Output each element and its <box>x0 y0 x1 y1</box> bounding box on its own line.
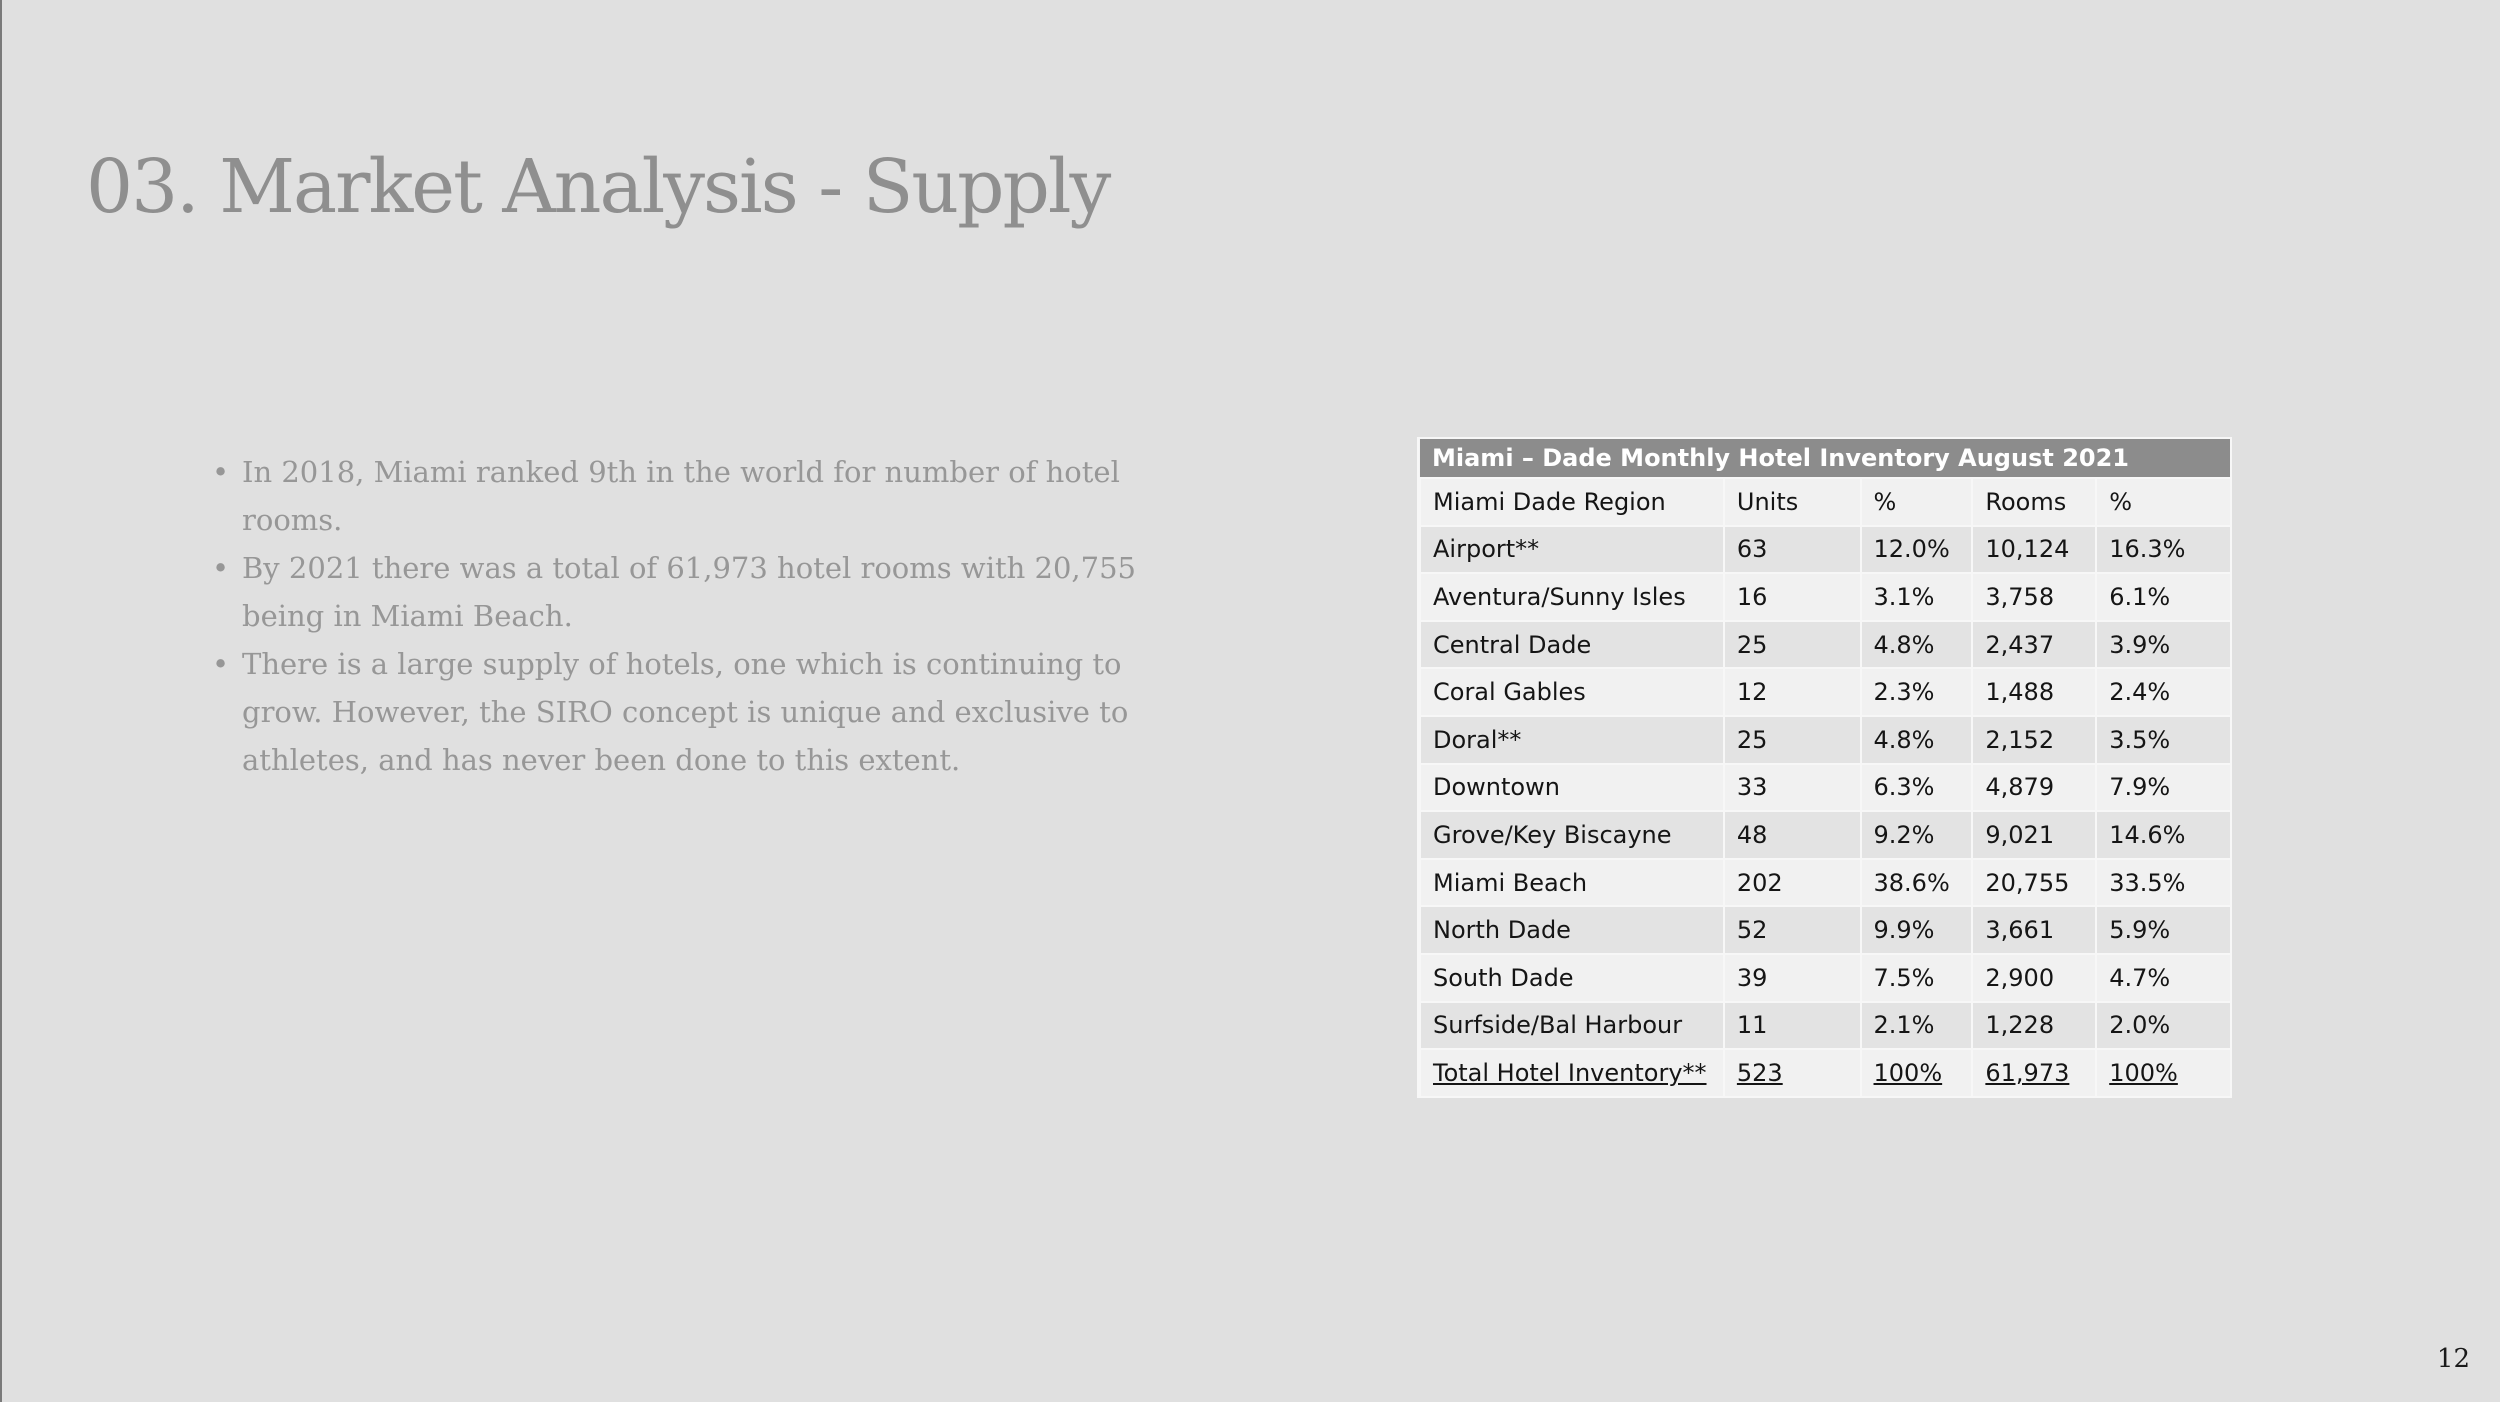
table-total-cell <box>1420 1049 1724 1096</box>
table-cell: 16 <box>1724 573 1861 621</box>
table-cell: Grove/Key Biscayne <box>1420 811 1724 859</box>
table-cell: 7.9% <box>2096 764 2230 812</box>
table-caption: Miami – Dade Monthly Hotel Inventory August 2021 <box>1420 439 2230 478</box>
table-cell: 3.9% <box>2096 621 2230 669</box>
table-cell: 48 <box>1724 811 1861 859</box>
table-cell: 2.4% <box>2096 668 2230 716</box>
table-cell: 14.6% <box>2096 811 2230 859</box>
table-cell: 25 <box>1724 716 1861 764</box>
table-header-cell: Rooms <box>1972 478 2096 526</box>
table-cell: Central Dade <box>1420 621 1724 669</box>
table-cell: 2,152 <box>1972 716 2096 764</box>
hotel-inventory-table <box>1419 439 2230 1096</box>
table-total-value: 100% <box>1873 1058 1943 1087</box>
table-row <box>1420 573 2230 621</box>
table-cell: 1,228 <box>1972 1002 2096 1050</box>
table-cell: 2.1% <box>1861 1002 1973 1050</box>
table-row <box>1420 859 2230 907</box>
table-cell: 9.2% <box>1861 811 1973 859</box>
table-cell: 9,021 <box>1972 811 2096 859</box>
table-cell: 11 <box>1724 1002 1861 1050</box>
table-cell: 1,488 <box>1972 668 2096 716</box>
table-header-cell: Units <box>1724 478 1861 526</box>
table-total-value: 100% <box>2109 1058 2178 1087</box>
table-row <box>1420 811 2230 859</box>
table-cell: 4,879 <box>1972 764 2096 812</box>
table-total-cell <box>1724 1049 1861 1096</box>
table-cell: 3.5% <box>2096 716 2230 764</box>
table-header-cell: % <box>2096 478 2230 526</box>
table-cell: 4.8% <box>1861 621 1973 669</box>
table-cell: 63 <box>1724 526 1861 574</box>
table-cell: 9.9% <box>1861 906 1973 954</box>
table-cell: 25 <box>1724 621 1861 669</box>
table-cell: 12 <box>1724 668 1861 716</box>
table-total-cell <box>1972 1049 2096 1096</box>
table-row <box>1420 668 2230 716</box>
table-total-cell <box>2096 1049 2230 1096</box>
table-total-value: Total Hotel Inventory** <box>1433 1058 1707 1087</box>
table-body <box>1420 526 2230 1096</box>
bullet-item: • In 2018, Miami ranked 9th in the world for number of hotel rooms. <box>210 448 1190 544</box>
table-total-value: 61,973 <box>1985 1058 2070 1087</box>
table-cell: 6.3% <box>1861 764 1973 812</box>
slide-left-border <box>0 0 2 1402</box>
table-header-cell: % <box>1861 478 1973 526</box>
table-cell: North Dade <box>1420 906 1724 954</box>
table-cell: Doral** <box>1420 716 1724 764</box>
table-cell: 39 <box>1724 954 1861 1002</box>
page-number: 12 <box>2436 1344 2470 1374</box>
table-cell: 2.0% <box>2096 1002 2230 1050</box>
table-cell: Airport** <box>1420 526 1724 574</box>
table-cell: South Dade <box>1420 954 1724 1002</box>
table-cell: 52 <box>1724 906 1861 954</box>
table-cell: 16.3% <box>2096 526 2230 574</box>
table-cell: 7.5% <box>1861 954 1973 1002</box>
table-cell: Aventura/Sunny Isles <box>1420 573 1724 621</box>
table-cell: 4.8% <box>1861 716 1973 764</box>
table-cell: 2.3% <box>1861 668 1973 716</box>
table-cell: Surfside/Bal Harbour <box>1420 1002 1724 1050</box>
table-total-row <box>1420 1049 2230 1096</box>
table-cell: 5.9% <box>2096 906 2230 954</box>
table-cell: 3.1% <box>1861 573 1973 621</box>
table-cell: 4.7% <box>2096 954 2230 1002</box>
table-header-row <box>1420 478 2230 526</box>
table-row <box>1420 906 2230 954</box>
bullet-item: • There is a large supply of hotels, one which is continuing to grow. However, the SIRO concept is unique and exclusive to athletes, and has never been done to this extent. <box>210 640 1190 784</box>
table-cell: 3,661 <box>1972 906 2096 954</box>
table-cell: 2,900 <box>1972 954 2096 1002</box>
slide-title: 03. Market Analysis - Supply <box>86 144 1110 230</box>
table-total-cell <box>1861 1049 1973 1096</box>
table-cell: 202 <box>1724 859 1861 907</box>
bullet-item: • By 2021 there was a total of 61,973 hotel rooms with 20,755 being in Miami Beach. <box>210 544 1190 640</box>
table-cell: 2,437 <box>1972 621 2096 669</box>
table-row <box>1420 621 2230 669</box>
table-row <box>1420 764 2230 812</box>
table-cell: 12.0% <box>1861 526 1973 574</box>
table-row <box>1420 526 2230 574</box>
table-row <box>1420 716 2230 764</box>
table-cell: 3,758 <box>1972 573 2096 621</box>
table-total-value: 523 <box>1736 1058 1783 1087</box>
table-cell: Downtown <box>1420 764 1724 812</box>
bullet-list <box>210 448 1190 784</box>
table-cell: 33.5% <box>2096 859 2230 907</box>
table-row <box>1420 954 2230 1002</box>
table-cell: 10,124 <box>1972 526 2096 574</box>
table-cell: Miami Beach <box>1420 859 1724 907</box>
table-header-cell: Miami Dade Region <box>1420 478 1724 526</box>
table-cell: 20,755 <box>1972 859 2096 907</box>
table-cell: 33 <box>1724 764 1861 812</box>
table-row <box>1420 1002 2230 1050</box>
table-cell: 6.1% <box>2096 573 2230 621</box>
table-cell: 38.6% <box>1861 859 1973 907</box>
table-cell: Coral Gables <box>1420 668 1724 716</box>
